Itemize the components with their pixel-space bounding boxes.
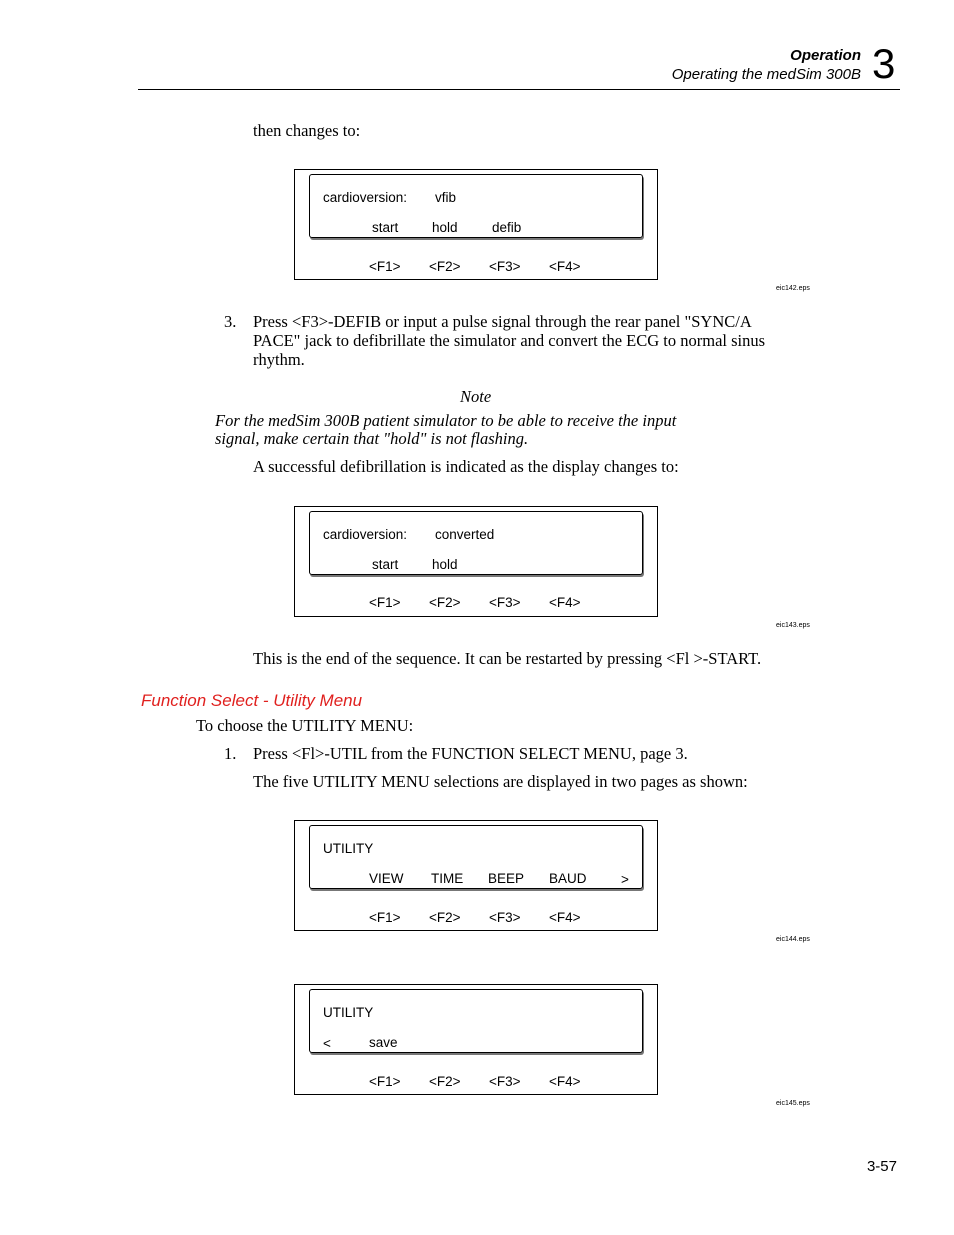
function-key-f3: <F3> xyxy=(489,1074,521,1089)
step3-line1: Press <F3>-DEFIB or input a pulse signal through the rear panel "SYNC/A xyxy=(253,312,752,331)
lcd-display-vfib xyxy=(294,169,658,280)
page-number: 3-57 xyxy=(866,1158,897,1175)
lcd-next-page-indicator: > xyxy=(621,872,629,887)
lcd-screen xyxy=(309,174,643,238)
header-rule xyxy=(138,89,900,90)
function-key-f2: <F2> xyxy=(429,259,461,274)
step1-text: Press <Fl>-UTIL from the FUNCTION SELECT MENU, page 3. xyxy=(253,744,688,763)
function-key-f1: <F1> xyxy=(369,910,401,925)
lcd-line1-label: cardioversion: xyxy=(323,527,408,542)
note-line1: For the medSim 300B patient simulator to be able to receive the input xyxy=(215,411,677,430)
lcd-softkey-1: save xyxy=(369,1035,398,1050)
function-key-f1: <F1> xyxy=(369,259,401,274)
lcd-prev-page-indicator: < xyxy=(323,1036,331,1051)
five-text: The five UTILITY MENU selections are displayed in two pages as shown: xyxy=(253,772,748,791)
lcd-line1-label: UTILITY xyxy=(323,841,374,856)
chapter-title: Operation xyxy=(790,47,861,64)
chapter-number: 3 xyxy=(872,40,896,87)
lcd-softkey-2: hold xyxy=(432,557,458,572)
lcd-line1-value: converted xyxy=(435,527,495,542)
function-key-f3: <F3> xyxy=(489,910,521,925)
lcd-display-converted xyxy=(294,506,658,617)
function-key-f4: <F4> xyxy=(549,259,581,274)
function-key-f3: <F3> xyxy=(489,259,521,274)
lcd-screen xyxy=(309,511,643,575)
lcd-softkey-1: start xyxy=(372,557,399,572)
lcd-screen xyxy=(309,825,643,889)
choose-text: To choose the UTILITY MENU: xyxy=(196,716,414,735)
step3-line2: PACE" jack to defibrillate the simulator and convert the ECG to normal sinus xyxy=(253,331,766,350)
success-text: A successful defibrillation is indicated as the display changes to: xyxy=(253,457,679,476)
lcd-line1-label: cardioversion: xyxy=(323,190,408,205)
section-heading: Function Select - Utility Menu xyxy=(141,691,363,710)
end-text: This is the end of the sequence. It can be restarted by pressing <Fl >-START. xyxy=(253,649,762,668)
step-number: 1. xyxy=(224,744,237,763)
step3-line3: rhythm. xyxy=(253,350,305,369)
step-number: 3. xyxy=(224,312,237,331)
function-key-f2: <F2> xyxy=(429,595,461,610)
lcd-softkey-4: BAUD xyxy=(549,871,587,886)
function-key-f1: <F1> xyxy=(369,1074,401,1089)
function-key-f1: <F1> xyxy=(369,595,401,610)
lcd-display-utility-page1 xyxy=(294,820,658,931)
note-line2: signal, make certain that "hold" is not flashing. xyxy=(215,429,529,448)
figure-label: eic143.eps xyxy=(776,622,810,629)
function-key-f4: <F4> xyxy=(549,1074,581,1089)
lcd-line1-value: vfib xyxy=(435,190,457,205)
lcd-softkey-2: TIME xyxy=(431,871,464,886)
intro-text: then changes to: xyxy=(253,121,361,140)
lcd-softkey-3: defib xyxy=(492,220,522,235)
figure-label: eic145.eps xyxy=(776,1100,810,1107)
lcd-display-utility-page2 xyxy=(294,984,658,1095)
function-key-f2: <F2> xyxy=(429,1074,461,1089)
figure-label: eic144.eps xyxy=(776,936,810,943)
note-label: Note xyxy=(460,387,492,406)
lcd-softkey-2: hold xyxy=(432,220,458,235)
function-key-f4: <F4> xyxy=(549,910,581,925)
function-key-f4: <F4> xyxy=(549,595,581,610)
lcd-screen xyxy=(309,989,643,1053)
lcd-softkey-1: start xyxy=(372,220,399,235)
function-key-f3: <F3> xyxy=(489,595,521,610)
lcd-line1-label: UTILITY xyxy=(323,1005,374,1020)
section-title: Operating the medSim 300B xyxy=(671,66,861,83)
function-key-f2: <F2> xyxy=(429,910,461,925)
lcd-softkey-3: BEEP xyxy=(488,871,525,886)
figure-label: eic142.eps xyxy=(776,285,810,292)
lcd-softkey-1: VIEW xyxy=(369,871,404,886)
